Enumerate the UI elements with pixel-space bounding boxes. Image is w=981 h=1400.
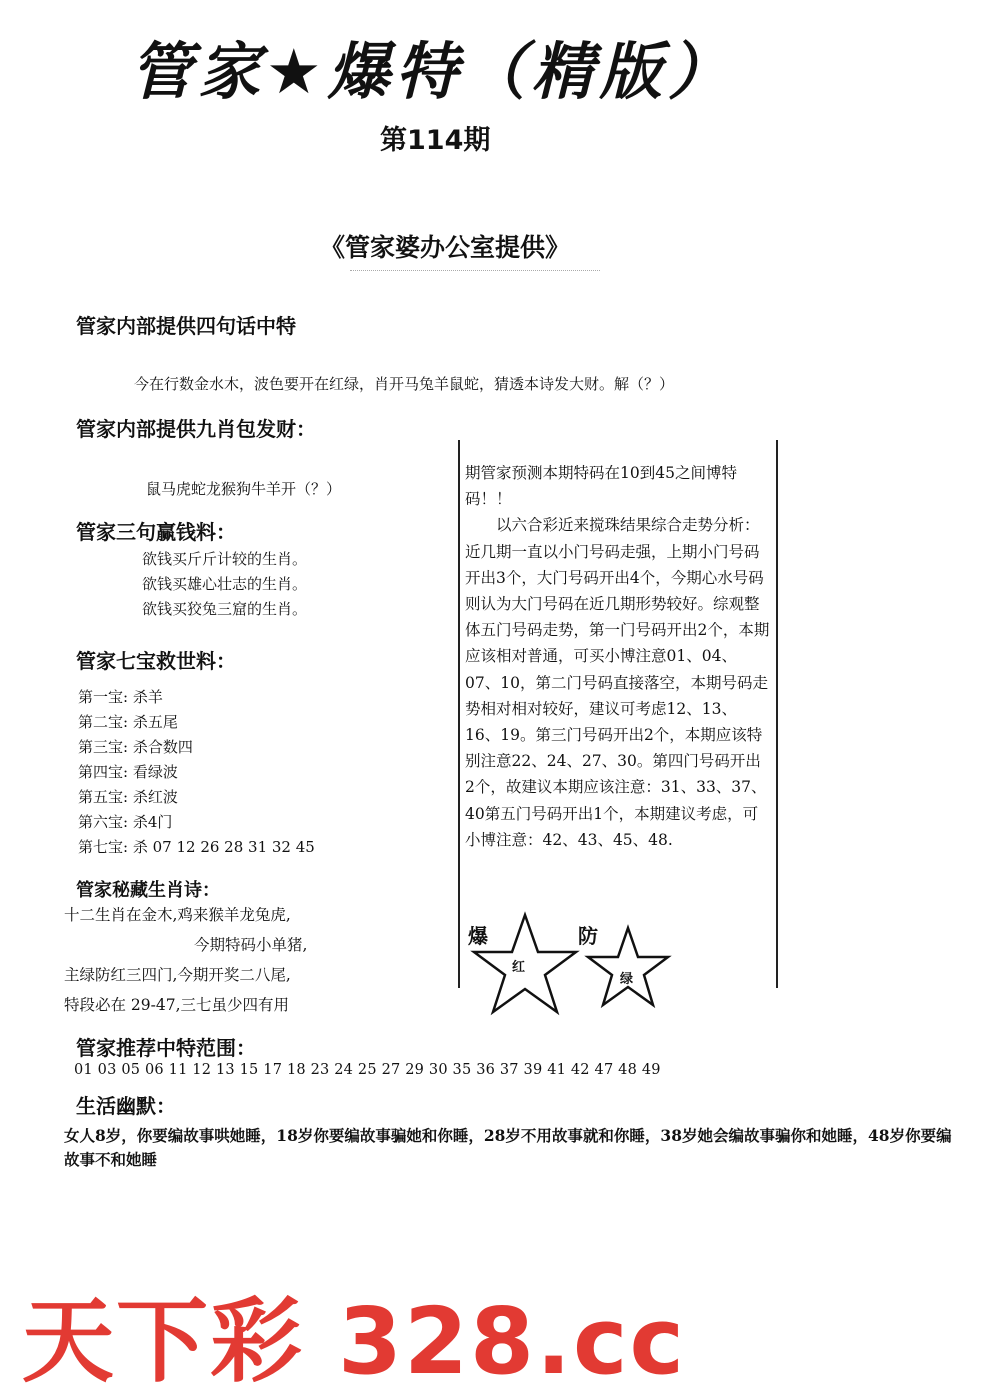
green-label: 绿 bbox=[620, 972, 634, 987]
treasure-value: 杀4门 bbox=[132, 813, 173, 831]
three-lines-list bbox=[142, 547, 307, 622]
poem-line-3: 主绿防红三四门,今期开奖二八尾, bbox=[64, 966, 291, 984]
treasure-item bbox=[78, 685, 315, 710]
treasure-item bbox=[78, 835, 315, 860]
fang-label: 防 bbox=[578, 924, 598, 948]
page-title: 管家★爆特（精版） bbox=[130, 35, 736, 108]
analysis-body: 以六合彩近来搅珠结果综合走势分析：近几期一直以小门号码走强，上期小门号码开出3个，大门号码开出4个，今期心水号码则认为大门号码在近几期形势较好。综观整体五门号码走势，第一门号码开出2个，本期应该相对普通，可买小博注意01、04、07、10，第二门号码直接落空，本期号码走势相对相对较好，建议可考虑12、13、16、19。第三门号码开出2个，本期应该特别注意22、24、27、30。第四门号码开出2个，故建议本期应该注意：31、33、37、40第五门号码开出1个，本期建议考虑，可小博注意：42、43、45、48. bbox=[465, 516, 770, 849]
three-lines-heading: 管家三句赢钱料： bbox=[76, 520, 236, 544]
treasure-label: 第三宝: bbox=[78, 738, 129, 756]
treasure-label: 第五宝: bbox=[78, 788, 129, 806]
seven-treasures-heading: 管家七宝救世料： bbox=[76, 649, 236, 673]
star-graphics bbox=[468, 910, 678, 1020]
red-label: 红 bbox=[512, 960, 526, 975]
nine-zodiac-text: 鼠马虎蛇龙猴狗牛羊开（？） bbox=[146, 480, 342, 498]
recommended-numbers: 01 03 05 06 11 12 13 15 17 18 23 24 25 27 29 30 35 36 37 39 41 42 47 48 49 bbox=[74, 1062, 661, 1078]
provider-underline bbox=[350, 270, 600, 273]
treasure-label: 第二宝: bbox=[78, 713, 129, 731]
seven-treasures-list bbox=[78, 685, 315, 860]
secret-poem-heading: 管家秘藏生肖诗： bbox=[76, 880, 220, 901]
treasure-label: 第一宝: bbox=[78, 688, 129, 706]
treasure-label: 第七宝: bbox=[78, 838, 129, 856]
treasure-item bbox=[78, 810, 315, 835]
site-watermark: 天下彩 328.cc bbox=[22, 1288, 687, 1395]
humor-heading: 生活幽默： bbox=[76, 1094, 176, 1118]
treasure-value: 杀 07 12 26 28 31 32 45 bbox=[132, 838, 315, 856]
four-sentences-text: 今在行数金水木，波色要开在红绿，肖开马兔羊鼠蛇，猜透本诗发大财。解（？） bbox=[134, 375, 675, 393]
treasure-value: 杀羊 bbox=[132, 688, 163, 706]
analysis-text bbox=[465, 460, 770, 853]
recommended-range-heading: 管家推荐中特范围： bbox=[76, 1036, 256, 1060]
provider-line: 《管家婆办公室提供》 bbox=[320, 233, 571, 262]
treasure-value: 杀红波 bbox=[132, 788, 178, 806]
analysis-intro: 期管家预测本期特码在10到45之间博特码！！ bbox=[465, 464, 737, 509]
treasure-label: 第四宝: bbox=[78, 763, 129, 781]
treasure-item bbox=[78, 710, 315, 735]
three-line-3: 欲钱买狡兔三窟的生肖。 bbox=[142, 600, 308, 618]
three-line-2: 欲钱买雄心壮志的生肖。 bbox=[142, 575, 308, 593]
issue-number: 第114期 bbox=[380, 125, 491, 156]
treasure-item bbox=[78, 735, 315, 760]
poem-line-4: 特段必在 29-47,三七虽少四有用 bbox=[64, 996, 290, 1014]
treasure-item bbox=[78, 760, 315, 785]
green-star-icon bbox=[588, 928, 668, 1005]
secret-poem bbox=[64, 900, 307, 1020]
poem-line-1: 十二生肖在金木,鸡来猴羊龙兔虎, bbox=[64, 906, 291, 924]
poem-line-2: 今期特码小单猪, bbox=[194, 936, 308, 954]
treasure-label: 第六宝: bbox=[78, 813, 129, 831]
nine-zodiac-heading: 管家内部提供九肖包发财： bbox=[76, 417, 316, 441]
treasure-value: 杀五尾 bbox=[132, 713, 178, 731]
bao-label: 爆 bbox=[468, 924, 488, 948]
humor-text: 女人8岁，你要编故事哄她睡，18岁你要编故事骗她和你睡，28岁不用故事就和你睡，38岁她会编故事骗你和她睡，48岁你要编故事不和她睡 bbox=[64, 1126, 952, 1169]
treasure-value: 看绿波 bbox=[132, 763, 178, 781]
treasure-value: 杀合数四 bbox=[132, 738, 193, 756]
treasure-item bbox=[78, 785, 315, 810]
three-line-1: 欲钱买斤斤计较的生肖。 bbox=[142, 550, 308, 568]
four-sentences-heading: 管家内部提供四句话中特 bbox=[76, 314, 296, 338]
